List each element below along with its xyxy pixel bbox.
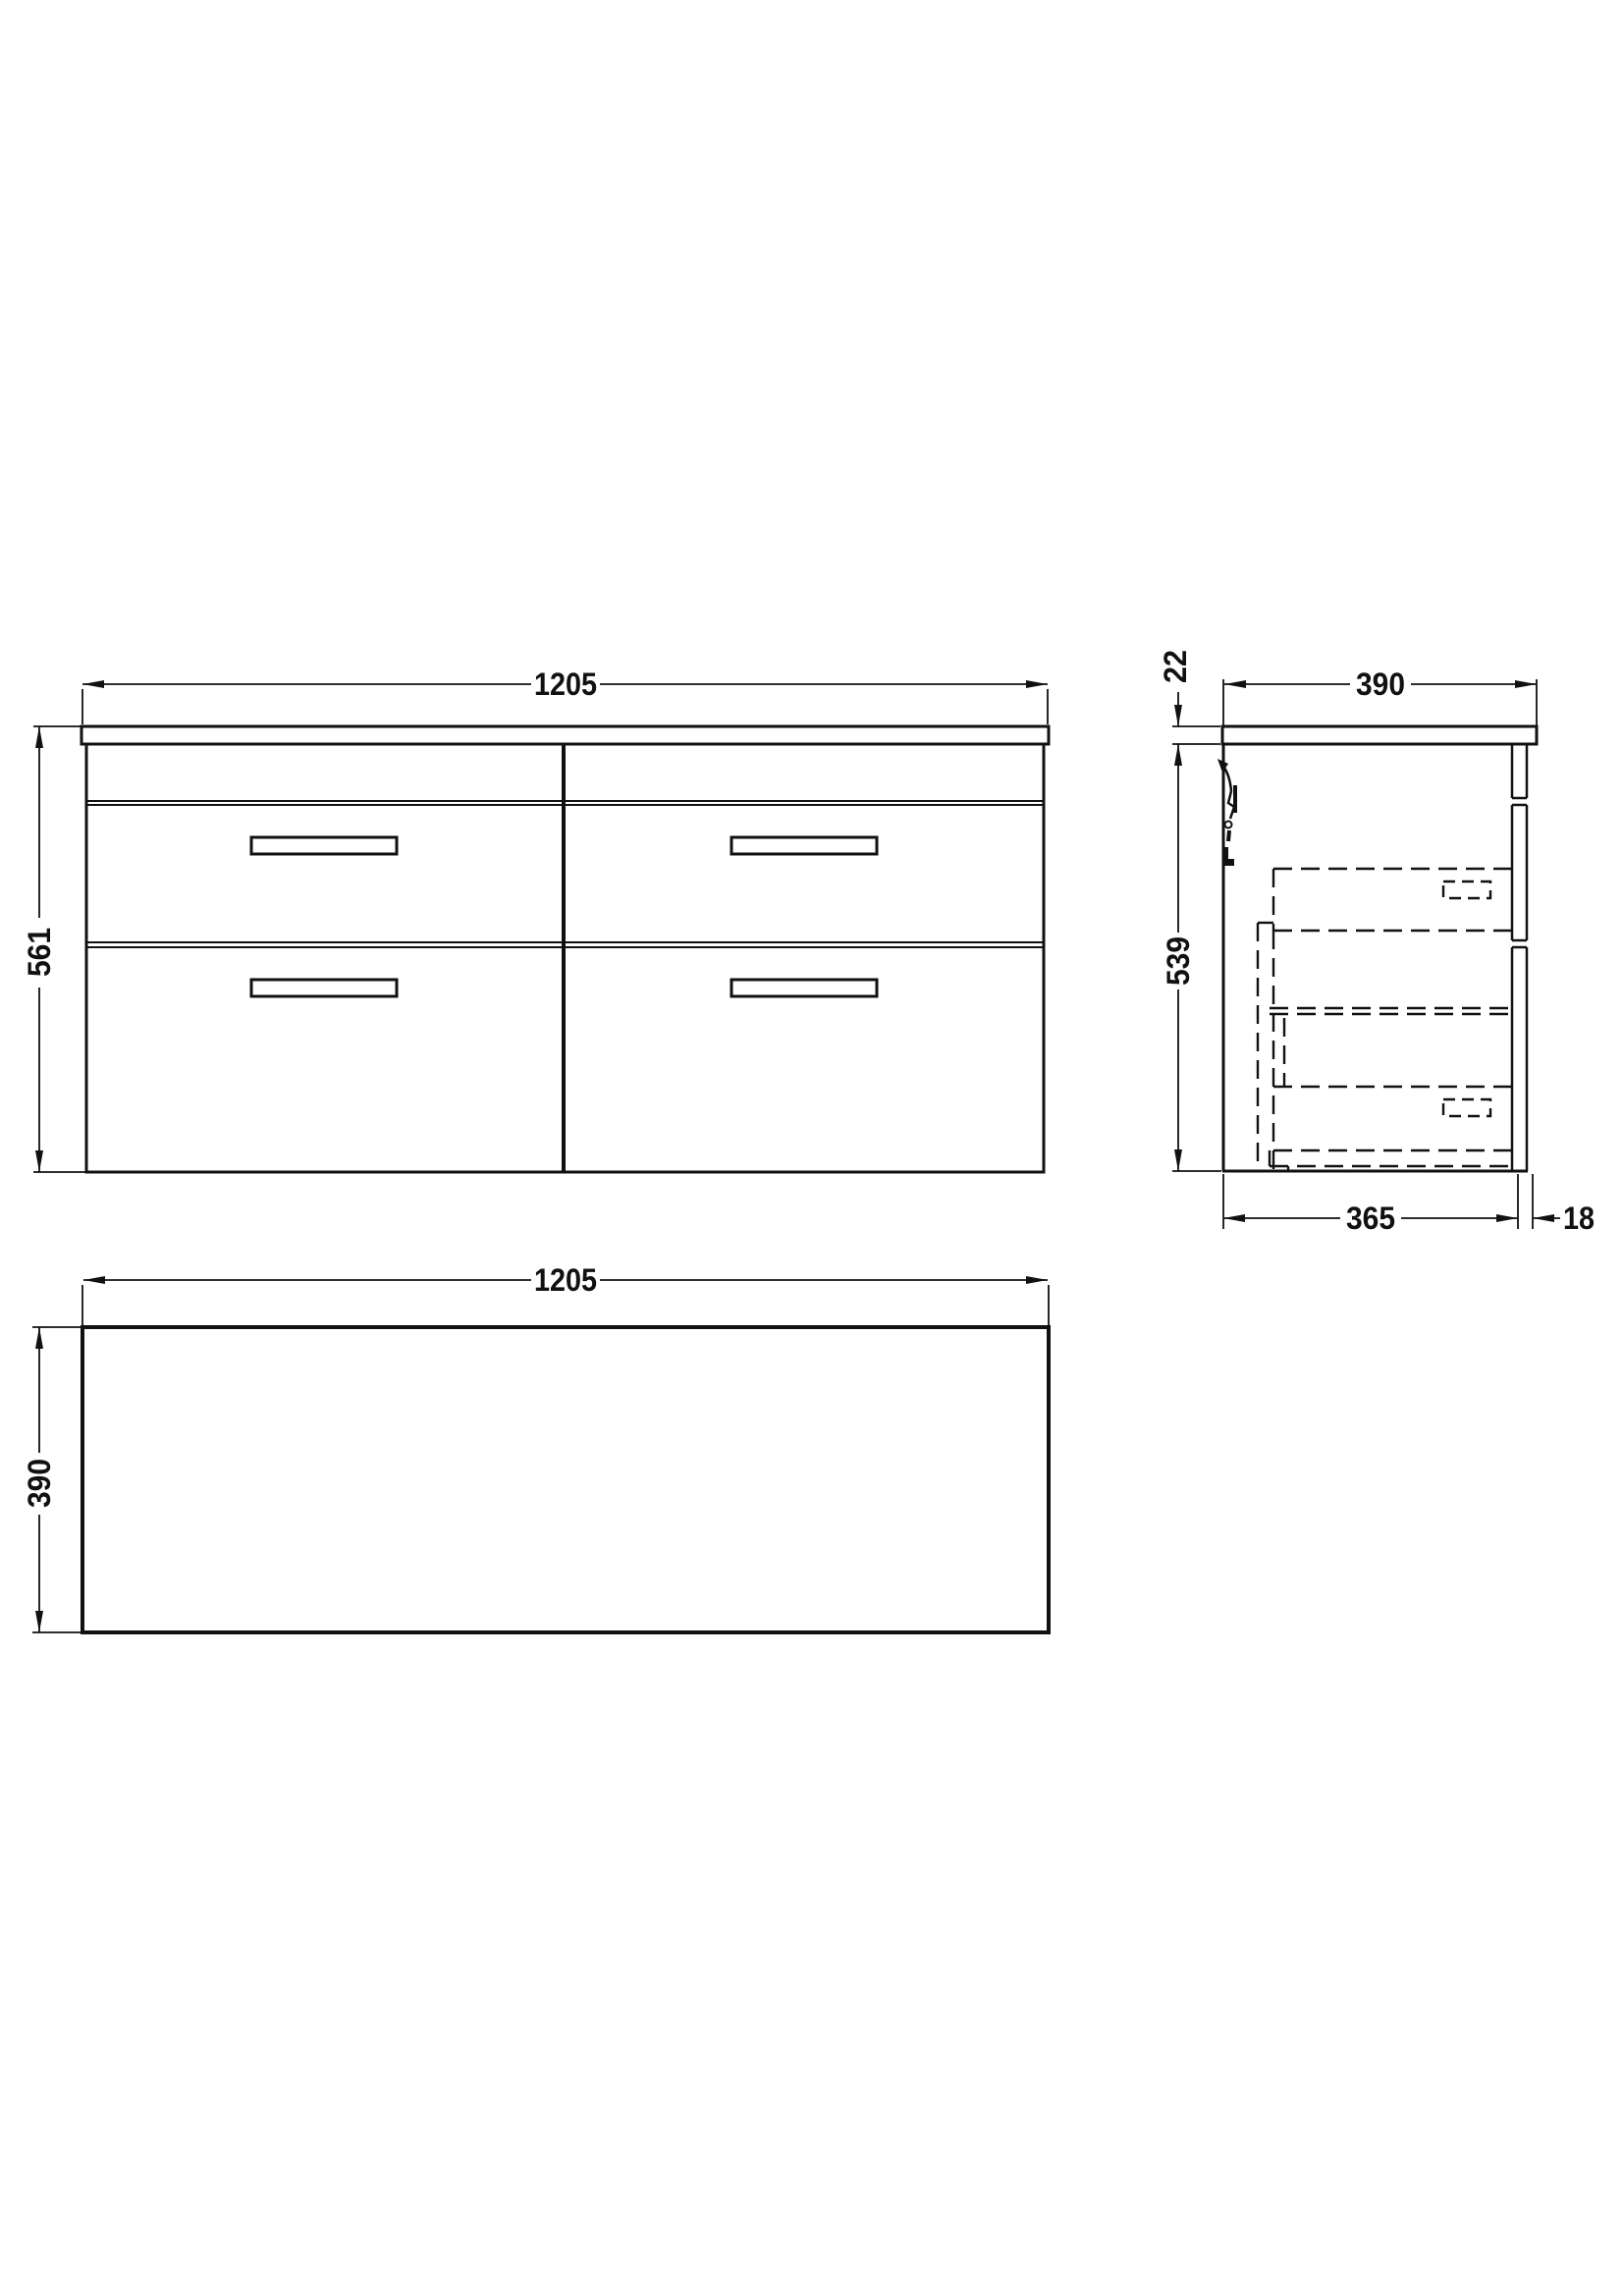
front-width-dimension xyxy=(82,667,1048,724)
drawer-handle xyxy=(251,980,397,996)
side-view xyxy=(1158,650,1595,1236)
front-height-dimension xyxy=(22,726,86,1172)
front-countertop xyxy=(81,726,1049,744)
arrowhead xyxy=(82,680,104,688)
arrowhead xyxy=(1174,1149,1182,1171)
drawer-handle xyxy=(731,837,877,854)
side-countertop-thickness-dimension xyxy=(1158,650,1220,744)
arrowhead xyxy=(1496,1214,1518,1222)
arrowhead xyxy=(35,1327,43,1349)
front-view xyxy=(22,667,1049,1172)
front-height-label: 561 xyxy=(22,924,57,977)
hidden-drawer-handle xyxy=(1443,1099,1490,1116)
plan-view xyxy=(22,1262,1049,1632)
plan-depth-dimension xyxy=(22,1327,81,1632)
plan-width-label: 1205 xyxy=(534,1262,597,1298)
arrowhead xyxy=(35,1150,43,1172)
arrowhead xyxy=(1174,744,1182,766)
bracket-foot xyxy=(1223,847,1234,866)
drawer-handle xyxy=(251,837,397,854)
arrowhead xyxy=(1223,1214,1245,1222)
wall-bracket xyxy=(1217,759,1235,866)
side-depth-dimension xyxy=(1223,667,1537,726)
plan-depth-label: 390 xyxy=(22,1455,57,1508)
side-depth-label: 390 xyxy=(1356,667,1405,702)
arrowhead xyxy=(1515,680,1537,688)
drawer-handle xyxy=(731,980,877,996)
side-drawer-front-strip xyxy=(1512,744,1527,1171)
arrowhead xyxy=(1224,680,1246,688)
arrowhead xyxy=(1026,680,1048,688)
arrowhead xyxy=(35,726,43,748)
side-cabinet xyxy=(1217,726,1537,1171)
front-width-label: 1205 xyxy=(534,667,597,702)
side-height-dimension xyxy=(1161,744,1221,1171)
arrowhead xyxy=(1026,1276,1048,1284)
side-internal-depth-label: 365 xyxy=(1346,1201,1395,1236)
arrowhead xyxy=(1174,705,1182,726)
side-countertop-thickness-label: 22 xyxy=(1158,648,1193,683)
front-cabinet xyxy=(81,726,1049,1172)
hidden-drawer-outlines xyxy=(1258,869,1512,1171)
arrowhead xyxy=(83,1276,105,1284)
hidden-drawer-handle xyxy=(1443,881,1490,898)
side-countertop xyxy=(1222,726,1537,744)
plan-countertop-outline xyxy=(82,1327,1049,1632)
side-bottom-dimensions xyxy=(1223,1174,1595,1236)
side-back-panel-label: 18 xyxy=(1563,1201,1595,1236)
arrowhead xyxy=(35,1611,43,1632)
bracket-pivot xyxy=(1225,822,1232,828)
side-height-label: 539 xyxy=(1161,933,1196,986)
plan-width-dimension xyxy=(82,1262,1049,1327)
arrowhead xyxy=(1533,1214,1554,1222)
bracket-bar xyxy=(1228,830,1229,841)
